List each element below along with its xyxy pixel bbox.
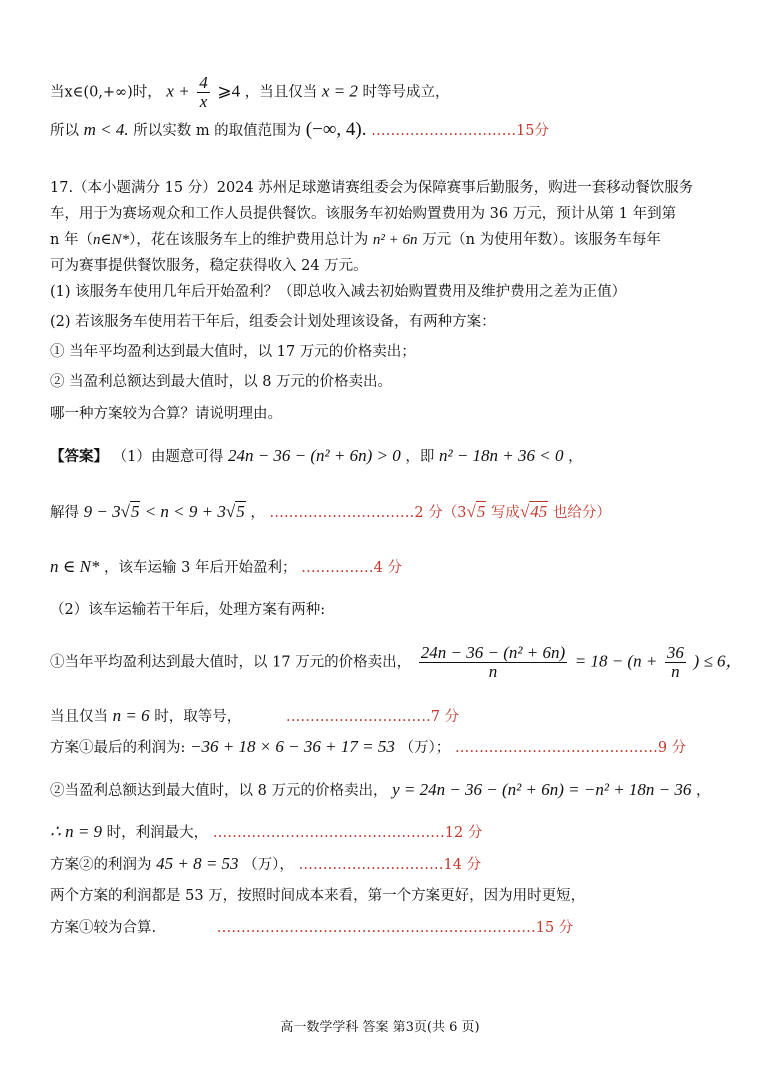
option-1-calc: ①当年平均盈利达到最大值时，以 17 万元的价格卖出， $\frac{\text{24n − 36 − (n² + 6n)}}{n}$ = 18 − (n + $\frac{36}{n}$ ) ≤ 6， bbox=[50, 643, 743, 681]
fraction-4-over-x: $\frac{4}{x}$ bbox=[199, 73, 208, 111]
profit-plan-2: 方案②的利润为 45 + 8 = 53 （万）， …………………………14 分 bbox=[50, 854, 482, 873]
n-line: n ∈ N* ，该车运输 3 年后开始盈利； ……………4 分 bbox=[50, 557, 402, 576]
q17-line-2: 车，用于为赛场观众和工作人员提供餐饮。该服务车初始购置费用为 36 万元，预计从第 1 年到第 bbox=[50, 206, 677, 222]
equality-line: 当且仅当 n = 6 时，取等号， …………………………7 分 bbox=[50, 706, 460, 725]
option-2-calc: ②当盈利总额达到最大值时，以 8 万元的价格卖出， y = 24n − 36 − (n² + 6n) = −n² + 18n − 36 ， bbox=[50, 780, 711, 799]
q17-line-1: 17.（本小题满分 15 分）2024 苏州足球邀请赛组委会为保障赛事后勤服务，购进一套移动餐饮服务 bbox=[50, 180, 694, 196]
fraction-36-over-n: $\frac{36}{n}$ bbox=[666, 643, 684, 681]
comparison-line: 两个方案的利润都是 53 万，按照时间成本来看，第一个方案更好，因为用时更短， bbox=[50, 888, 586, 904]
part-2-head: （2）该车运输若干年后，处理方案有两种: bbox=[50, 602, 326, 618]
page-footer: 高一数学学科 答案 第3页(共 6 页) bbox=[280, 1020, 480, 1035]
answer-label: 【答案】 bbox=[50, 448, 108, 465]
q17-option-2: ② 当盈利总额达到最大值时，以 8 万元的价格卖出。 bbox=[50, 374, 393, 390]
line-range: 所以 m < 4. 所以实数 m 的取值范围为 (−∞, 4). …………………………15分 bbox=[50, 119, 550, 140]
max-profit-line: ∴ n = 9 时，利润最大， …………………………………………12 分 bbox=[50, 822, 483, 841]
final-line: 方案①较为合算. …………………………………………………………15 分 bbox=[50, 920, 574, 936]
profit-plan-1: 方案①最后的利润为: −36 + 18 × 6 − 36 + 17 = 53 （万）； ……………………………………9 分 bbox=[50, 737, 687, 756]
solution-line: 解得 9 − 3√5 < n < 9 + 3√5 ， …………………………2 分（3√5 写成√45 也给分） bbox=[50, 502, 611, 521]
q17-part-2: (2) 若该服务车使用若干年后，组委会计划处理该设备，有两种方案： bbox=[50, 314, 496, 330]
q17-ask: 哪一种方案较为合算？请说明理由。 bbox=[50, 406, 282, 422]
q17-option-1: ① 当年平均盈利达到最大值时，以 17 万元的价格卖出； bbox=[50, 344, 416, 360]
q17-line-3: n 年（n∈N*），花在该服务车上的维护费用总计为 n² + 6n 万元（n 为使用年数）。该服务车每年 bbox=[50, 232, 661, 248]
q17-part-1: (1) 该服务车使用几年后开始盈利？（即总收入减去初始购置费用及维护费用之差为正值） bbox=[50, 284, 627, 300]
q17-line-4: 可为赛事提供餐饮服务，稳定获得收入 24 万元。 bbox=[50, 258, 368, 274]
average-profit-fraction: $\frac{\text{24n − 36 − (n² + 6n)}}{n}$ bbox=[420, 643, 566, 681]
answer-line-1: 【答案】 （1）由题意可得 24n − 36 − (n² + 6n) > 0 ，即 n² − 18n + 36 < 0 ， bbox=[50, 446, 583, 465]
line-condition: 当x∈(0,+∞)时， x + $\frac{4}{x}$ ⩾4 ，当且仅当 x = 2 时等号成立， bbox=[50, 73, 450, 111]
